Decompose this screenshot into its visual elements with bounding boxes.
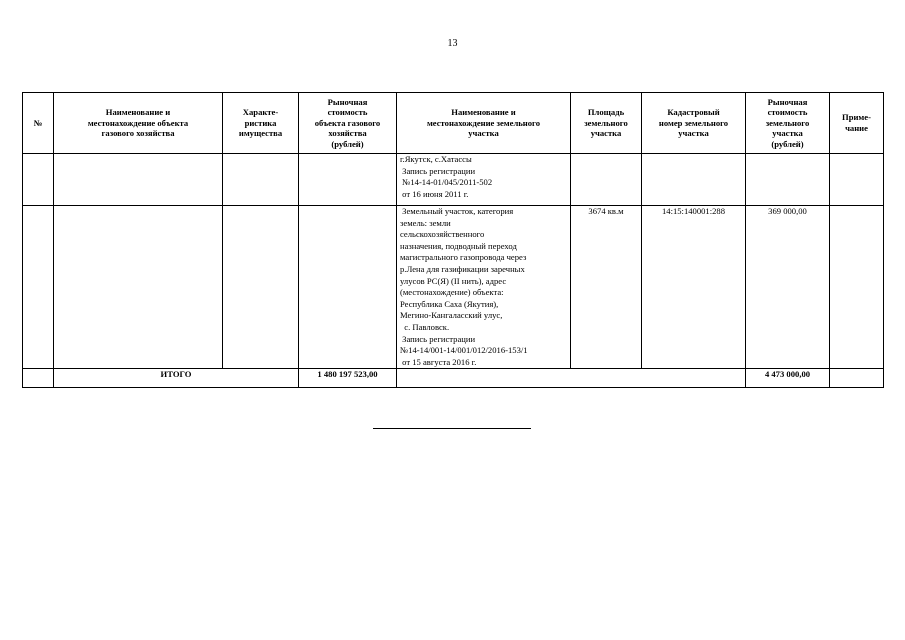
total-label: ИТОГО xyxy=(54,369,299,388)
cell-property-characteristic xyxy=(223,154,299,206)
cell-land-market-value: 369 000,00 xyxy=(746,206,830,369)
header-property-characteristic: Характе- ристика имущества xyxy=(223,93,299,154)
cell-gas-object-name xyxy=(54,154,223,206)
header-land-plot-name: Наименование и местонахождение земельного участка xyxy=(397,93,571,154)
land-plot-line: сельскохозяйственного xyxy=(400,229,485,240)
land-plot-line: г.Якутск, с.Хатассы xyxy=(400,154,472,164)
header-gas-object-name: Наименование и местонахождение объекта газового хозяйства xyxy=(54,93,223,154)
total-empty-span xyxy=(397,369,746,388)
land-plot-line: земель: земли xyxy=(400,217,451,228)
cell-object-market-value xyxy=(299,206,397,369)
land-plot-line: магистрального газопровода через xyxy=(400,252,527,263)
land-plot-line: Республика Саха (Якутия), xyxy=(400,298,499,309)
land-plot-line: р.Лена для газификации заречных xyxy=(400,263,525,274)
land-plot-line: от 16 июня 2011 г. xyxy=(400,188,469,199)
land-plot-line: Земельный участок, категория xyxy=(400,206,514,216)
total-cell-note xyxy=(830,369,884,388)
land-plot-line: (местонахождение) объекта: xyxy=(400,287,504,298)
cell-cadastral-number xyxy=(642,154,746,206)
cell-object-market-value xyxy=(299,154,397,206)
total-row xyxy=(23,369,884,388)
closing-separator-line xyxy=(373,428,531,429)
page-number: 13 xyxy=(447,38,458,49)
header-object-market-value: Рыночная стоимость объекта газового хозяйства (рублей) xyxy=(299,93,397,154)
cell-land-area: 3674 кв.м xyxy=(571,206,642,369)
land-plot-line: назначения, подводный переход xyxy=(400,240,517,251)
total-object-value: 1 480 197 523,00 xyxy=(299,369,397,388)
cell-gas-object-name xyxy=(54,206,223,369)
cell-land-area xyxy=(571,154,642,206)
cell-note xyxy=(830,154,884,206)
land-plot-line: №14-14-01/045/2011-502 xyxy=(400,177,493,188)
land-plot-line: улусов РС(Я) (II нить), адрес xyxy=(400,275,507,286)
land-plot-line: Запись регистрации xyxy=(400,165,476,176)
table-header-row xyxy=(23,93,884,154)
cell-land-plot-name xyxy=(397,154,571,206)
header-land-area: Площадь земельного участка xyxy=(571,93,642,154)
cell-note xyxy=(830,206,884,369)
cell-number xyxy=(23,154,54,206)
header-cadastral-number: Кадастровый номер земельного участка xyxy=(642,93,746,154)
header-note: Приме- чание xyxy=(830,93,884,154)
cell-cadastral-number: 14:15:140001:288 xyxy=(642,206,746,369)
cell-number xyxy=(23,206,54,369)
land-plot-line: с. Павловск. xyxy=(400,321,450,332)
land-plot-line: Мегино-Кангаласский улус, xyxy=(400,310,503,321)
total-cell-number xyxy=(23,369,54,388)
land-plot-line: Запись регистрации xyxy=(400,333,476,344)
land-plot-line: от 15 августа 2016 г. xyxy=(400,356,477,367)
header-land-market-value: Рыночная стоимость земельного участка (рублей) xyxy=(746,93,830,154)
table-row xyxy=(23,206,884,369)
cell-land-market-value xyxy=(746,154,830,206)
table-row xyxy=(23,154,884,206)
header-number: № xyxy=(23,93,54,154)
cell-property-characteristic xyxy=(223,206,299,369)
property-table xyxy=(22,92,884,388)
total-land-value: 4 473 000,00 xyxy=(746,369,830,388)
land-plot-line: №14-14/001-14/001/012/2016-153/1 xyxy=(400,345,528,356)
cell-land-plot-name xyxy=(397,206,571,369)
